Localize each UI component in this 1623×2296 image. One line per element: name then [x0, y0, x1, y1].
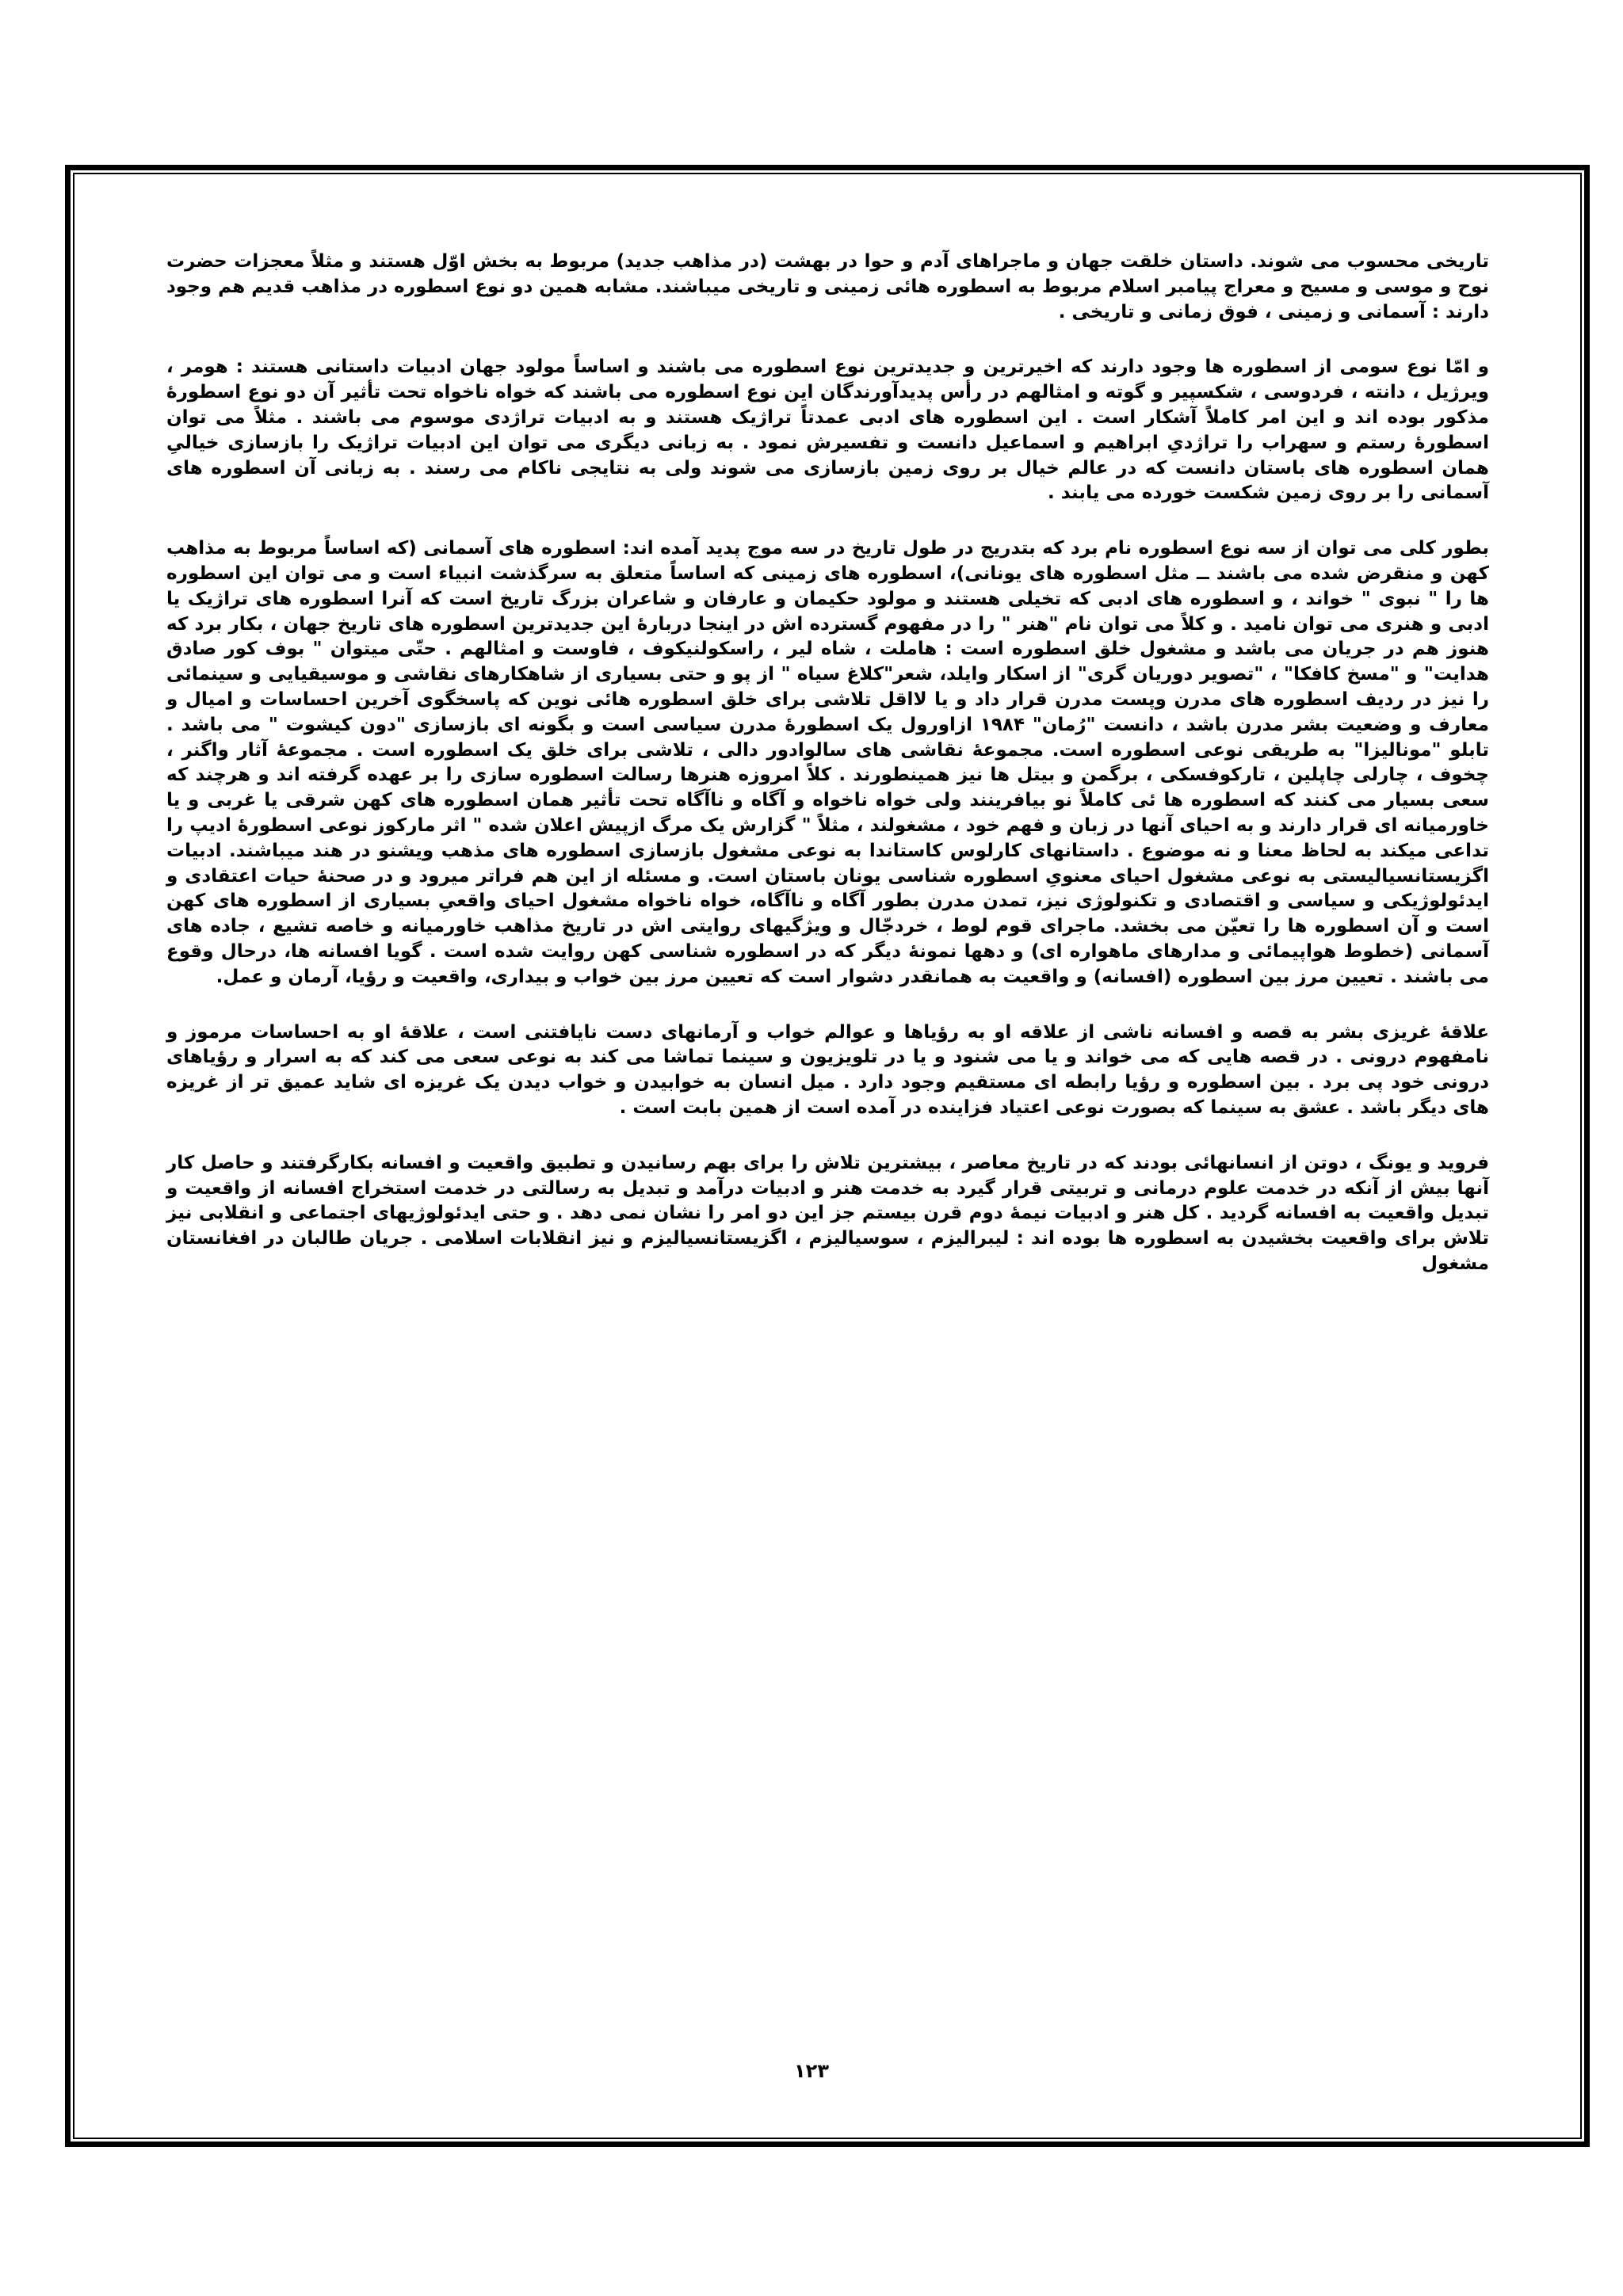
paragraph-3: بطور کلی می توان از سه نوع اسطوره نام برد که بتدریج در طول تاریخ در سه موج پدید آمده اند: اسطوره های آسمانی (که اساساً مربوط به مذاهب کهن و منقرض شده می باشند ــ مثل اسطوره های یونانی)، اسطوره های زمینی که اساساً متعلق به سرگذشت انبیاء است و می توان این اسطوره ها را " نبوی " خواند ، و اسطوره های ادبی که تخیلی هستند و مولود حکیمان و عارفان و شاعران بزرگ تاریخ است که آنرا اسطوره های تراژیک یا ادبی و هنری می توان نامید . و کلاً می توان نام "هنر " را در مفهوم گسترده اش در اینجا دربارهٔ این جدیدترین اسطوره های تاریخ جهان ، بکار برد که هنوز هم در جریان می باشد و مشغول خلق اسطوره است : هاملت ، شاه لیر ، راسکولنیکوف ، فاوست و امثالهم . حتّی میتوان " بوف کور صادق هدایت" و "مسخ کافکا" ، "تصویر دوریان گری" از اسکار وایلد، شعر"کلاغ سیاه " از پو و حتی بسیاری از شاهکارهای نقاشی و موسیقیایی و سینمائی را نیز در ردیف اسطوره های مدرن وپست مدرن قرار داد و یا لااقل تلاشی برای خلق اسطوره هائی نوین که پاسخگوی آخرین احساسات و امیال و معارف و وضعیت بشر مدرن باشد ، دانست "رُمان" ۱۹۸۴ ازاورول یک اسطورهٔ مدرن سیاسی است و بگونه ای بازسازی "دون کیشوت " می باشد . تابلو "مونالیزا" به طریقی نوعی اسطوره است. مجموعهٔ نقاشی های سالوادور دالی ، تلاشی برای خلق یک اسطوره است . مجموعهٔ آثار واگنر ، چخوف ، چارلی چاپلین ، تارکوفسکی ، برگمن و بیتل ها نیز همینطورند . کلاً امروزه هنرها رسالت اسطوره سازی را بر عهده گرفته اند و هرچند که سعی بسیار می کنند که اسطوره ها ئی کاملاً نو بیافرینند ولی خواه ناخواه و آگاه و ناآگاه تحت تأثیر همان اسطوره های کهن شرقی یا غربی و یا خاورمیانه ای قرار دارند و به احیای آنها در زبان و فهم خود ، مشغولند ، مثلاً " گزارش یک مرگ ازپیش اعلان شده " اثر مارکوز نوعی اسطورهٔ ادیپ را تداعی میکند به لحاظ معنا و نه موضوع . داستانهای کارلوس کاستاندا به نوعی مشغول بازسازی اسطوره های مذهب ویشنو در هند میباشند. ادبیات اگزیستانسیالیستی به نوعی مشغول احیای معنویِ اسطوره شناسی یونان باستان است. و مسئله از این هم فراتر میرود و در صحنهٔ حیات اعتقادی و ایدئولوژیکی و سیاسی و اقتصادی و تکنولوژی نیز، تمدن مدرن بطور آگاه و ناآگاه، خواه ناخواه مشغول احیای واقعیِ بسیاری از اسطوره های کهن است و آن اسطوره ها را تعیّن می بخشد. ماجرای قوم لوط ، خردجّال و ویژگیهای روایتی اش در تاریخ مذاهب خاورمیانه و خاصه تشیع ، جاده های آسمانی (خطوط هواپیمائی و مدارهای ماهواره ای) و دهها نمونهٔ دیگر که در اسطوره شناسی کهن روایت شده است . گویا افسانه ها، درحال وقوع می باشند . تعیین مرز بین اسطوره (افسانه) و واقعیت به همانقدر دشوار است که تعیین مرز بین خواب و بیداری، واقعیت و رؤیا، آرمان و عمل. [166, 538, 1489, 987]
paragraph-2: و امّا نوع سومی از اسطوره ها وجود دارند که اخیرترین و جدیدترین نوع اسطوره می باشند و اساساً مولود جهان ادبیات داستانی هستند : هومر ، ویرژیل ، دانته ، فردوسی ، شکسپیر و گوته و امثالهم در رأس پدیدآورندگان این نوع اسطوره می باشند که خواه ناخواه تحت تأثیر آن دو نوع اسطورهٔ مذکور بوده اند و این امر کاملاً آشکار است . این اسطوره های ادبی عمدتاً تراژیک هستند و به ادبیات تراژدی موسوم می باشند . مثلاً می توان اسطورهٔ رستم و سهراب را تراژدیِ ابراهیم و اسماعیل دانست و تفسیرش نمود . به زبانی دیگری می توان این ادبیات تراژیک را بازسازی خیالیِ همان اسطوره های باستان دانست که در عالم خیال بر روی زمین بازسازی می شوند ولی به نتایجی ناکام می رسند . به زبانی آن اسطوره های آسمانی را بر روی زمین شکست خورده می یابند . [166, 357, 1489, 504]
paragraph-1: تاریخی محسوب می شوند. داستان خلقت جهان و ماجراهای آدم و حوا در بهشت (در مذاهب جدید) مربوط به بخش اوّل هستند و مثلاً معجزات حضرت نوح و موسی و مسیح و معراج پیامبر اسلام مربوط به اسطوره هائی زمینی و تاریخی میباشند. مشابه همین دو نوع اسطوره در مذاهب قدیم هم وجود دارند : آسمانی و زمینی ، فوق زمانی و تاریخی . [166, 251, 1489, 322]
document-body [166, 250, 1489, 1307]
page-number: ۱۲۳ [794, 2060, 829, 2082]
paragraph-5: فروید و یونگ ، دوتن از انسانهائی بودند که در تاریخ معاصر ، بیشترین تلاش را برای بهم رسانیدن و تطبیق واقعیت و افسانه بکارگرفتند و حاصل کار آنها بیش از آنکه در خدمت علوم درمانی و تربیتی قرار گیرد به خدمت هنر و ادبیات درآمد و تبدیل به رسالتی در خدمت استخراج افسانه از واقعیت و تبدیل واقعیت به افسانه گردید . کل هنر و ادبیات نیمهٔ دوم قرن بیستم جز این دو امر را نشان نمی دهد . و حتی ایدئولوژیهای اجتماعی و انقلابی نیز تلاش برای واقعیت بخشیدن به اسطوره ها بوده اند : لیبرالیزم ، سوسیالیزم ، اگزیستانسیالیزم و نیز انقلابات اسلامی . جریان طالبان در افغانستان مشغول [166, 1152, 1489, 1274]
paragraph-4: علاقهٔ غریزی بشر به قصه و افسانه ناشی از علاقه او به رؤیاها و عوالم خواب و آرمانهای دست نایافتنی است ، علاقهٔ او به احساسات مرموز و نامفهوم درونی . در قصه هایی که می خواند و یا می شنود و یا در تلویزیون و سینما تماشا می کند به نوعی سعی می کند که به اسرار و رؤیاهای درونی خود پی برد . بین اسطوره و رؤیا رابطه ای مستقیم وجود دارد . میل انسان به خوابیدن و خواب دیدن یک غریزه ای شاید عمیق تر از غریزه های دیگر باشد . عشق به سینما که بصورت نوعی اعتیاد فزاینده در آمده است از همین بابت است . [166, 1021, 1489, 1118]
